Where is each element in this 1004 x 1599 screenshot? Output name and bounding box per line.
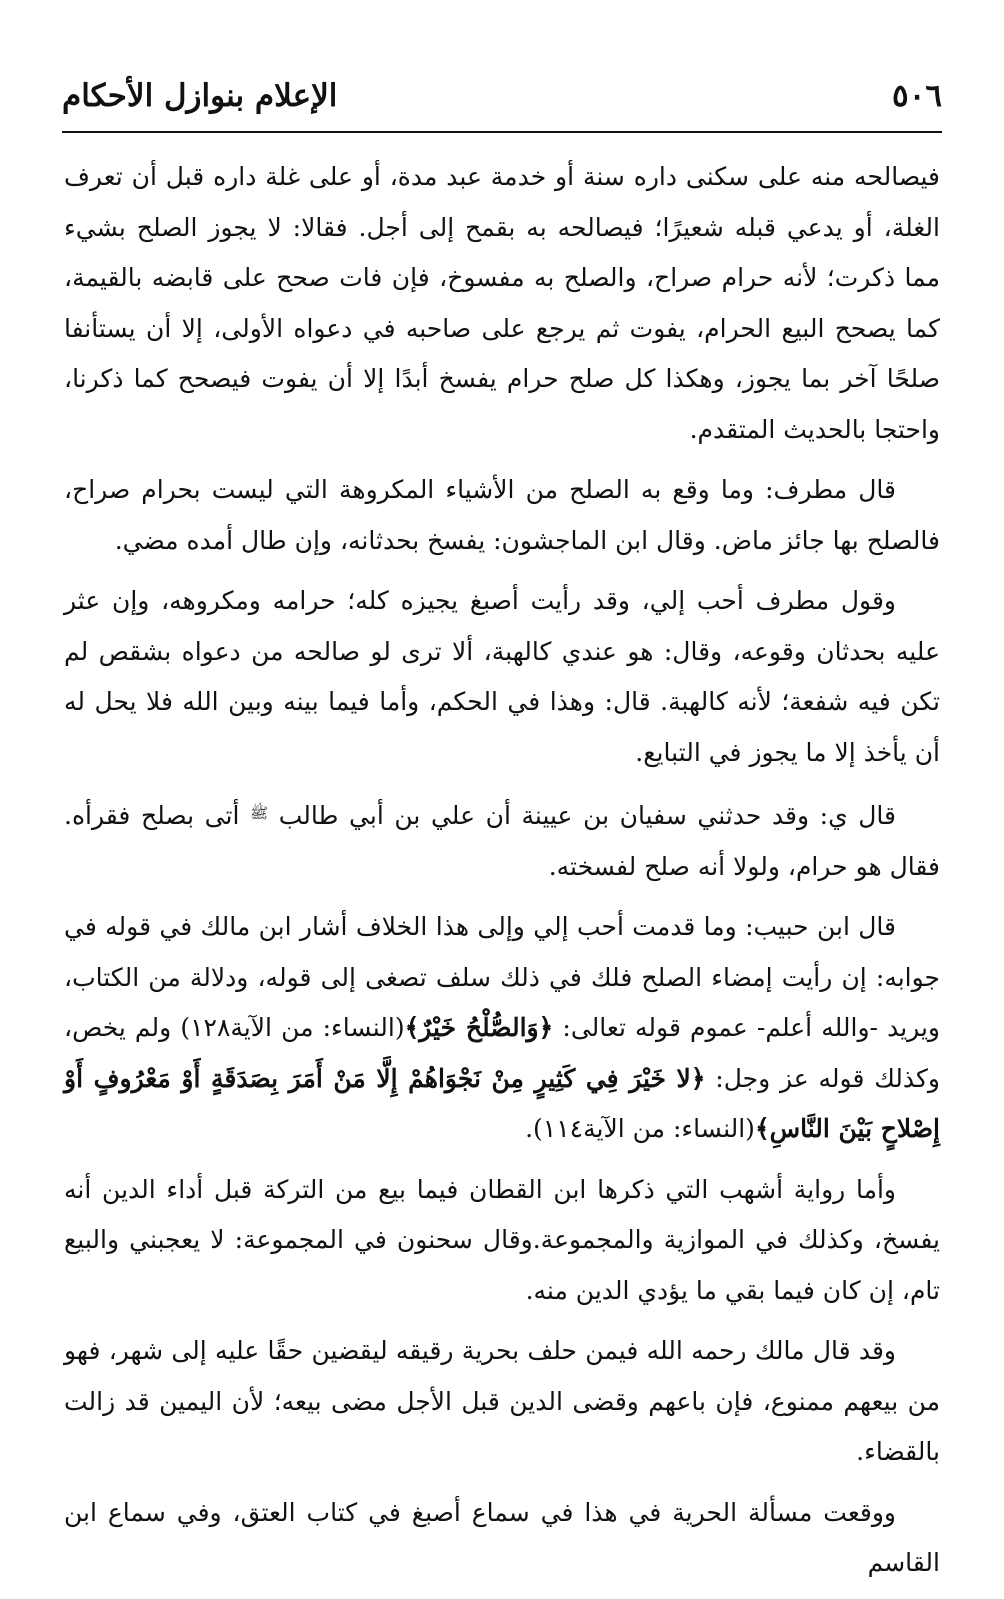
paragraph: قال مطرف: وما وقع به الصلح من الأشياء المكروهة التي ليست بحرام صراح، فالصلح بها جائز ماض. وقال ابن الماجشون: يفسخ بحدثانه، وإن طال أمده مضي. [64, 475, 940, 555]
paragraph: وأما رواية أشهب التي ذكرها ابن القطان فيما بيع من التركة قبل أداء الدين أنه يفسخ، وكذلك في الموازية والمجموعة.وقال سحنون في المجموعة: لا يعجبني والبيع تام، إن كان فيما بقي ما يؤدي الدين منه. [64, 1174, 940, 1305]
verse-citation: (النساء: من الآية١١٤). [525, 1114, 755, 1143]
page-header [62, 78, 942, 130]
paragraph-text: أتى بصلح فقرأه. فقال هو حرام، ولولا أنه صلح لفسخته. [64, 801, 940, 881]
paragraph: ووقعت مسألة الحرية في هذا في سماع أصبغ في كتاب العتق، وفي سماع ابن القاسم [64, 1497, 940, 1577]
honorific-symbol: ﷺ [250, 804, 269, 822]
page-body [64, 152, 940, 1599]
running-title: الإعلام بنوازل الأحكام [62, 78, 338, 114]
paragraph: وقول مطرف أحب إلي، وقد رأيت أصبغ يجيزه كله؛ حرامه ومكروهه، وإن عثر عليه بحدثان وقوعه، وقال: هو عندي كالهبة، ألا ترى لو صالحه من دعواه بشقص لم تكن فيه شفعة؛ لأنه كالهبة. قال: وهذا في الحكم، وأما فيما بينه وبين الله فلا يحل له أن يأخذ إلا ما يجوز في التبايع. [64, 586, 940, 767]
header-divider [62, 131, 942, 133]
quran-verse: ﴿وَالصُّلْحُ خَيْرٌ﴾ [404, 1013, 554, 1042]
paragraph [64, 788, 940, 892]
paragraph: وقد قال مالك رحمه الله فيمن حلف بحرية رقيقه ليقضين حقًا عليه إلى شهر، فهو من بيعهم ممنوع، فإن باعهم وقضى الدين قبل الأجل مضى بيعه؛ لأن اليمين قد زالت بالقضاء. [64, 1336, 940, 1466]
verse-citation: (النساء: من الآية١٢٨) ولم يخص، وكذلك قوله عز وجل: [64, 1013, 941, 1093]
page-number: ٥٠٦ [892, 78, 942, 114]
paragraph-text: قال ي: وقد حدثني سفيان بن عيينة أن علي بن أبي طالب [278, 801, 896, 830]
paragraph-text: قال ابن حبيب: وما قدمت أحب إلي وإلى هذا الخلاف أشار ابن مالك في قوله في جوابه: إن رأيت إمضاء الصلح فلك في ذلك سلف تصغى إلى قوله، ودلالة من الكتاب، ويريد -والله أعلم- عموم قوله تعالى: [64, 912, 940, 1042]
paragraph: فيصالحه منه على سكنى داره سنة أو خدمة عبد مدة، أو على غلة داره قبل أن تعرف الغلة، أو يدعي قبله شعيرًا؛ فيصالحه به بقمح إلى أجل. فقالا: لا يجوز الصلح بشيء مما ذكرت؛ لأنه حرام صراح، والصلح به مفسوخ، فإن فات صحح على قابضه بالقيمة، كما يصحح البيع الحرام، يفوت ثم يرجع على صاحبه في دعواه الأولى، إلا أن يستأنفا صلحًا آخر بما يجوز، وهكذا كل صلح حرام يفسخ أبدًا إلا أن يفوت فيصحح كما ذكرنا، واحتجا بالحديث المتقدم. [64, 162, 940, 444]
paragraph [64, 902, 940, 1155]
quran-verse: ﴿لا خَيْرَ فِي كَثِيرٍ مِنْ نَجْوَاهُمْ إِلَّا مَنْ أَمَرَ بِصَدَقَةٍ أَوْ مَعْرُوفٍ أَوْ إِصْلاحٍ بَيْنَ النَّاسِ﴾ [64, 1063, 940, 1143]
